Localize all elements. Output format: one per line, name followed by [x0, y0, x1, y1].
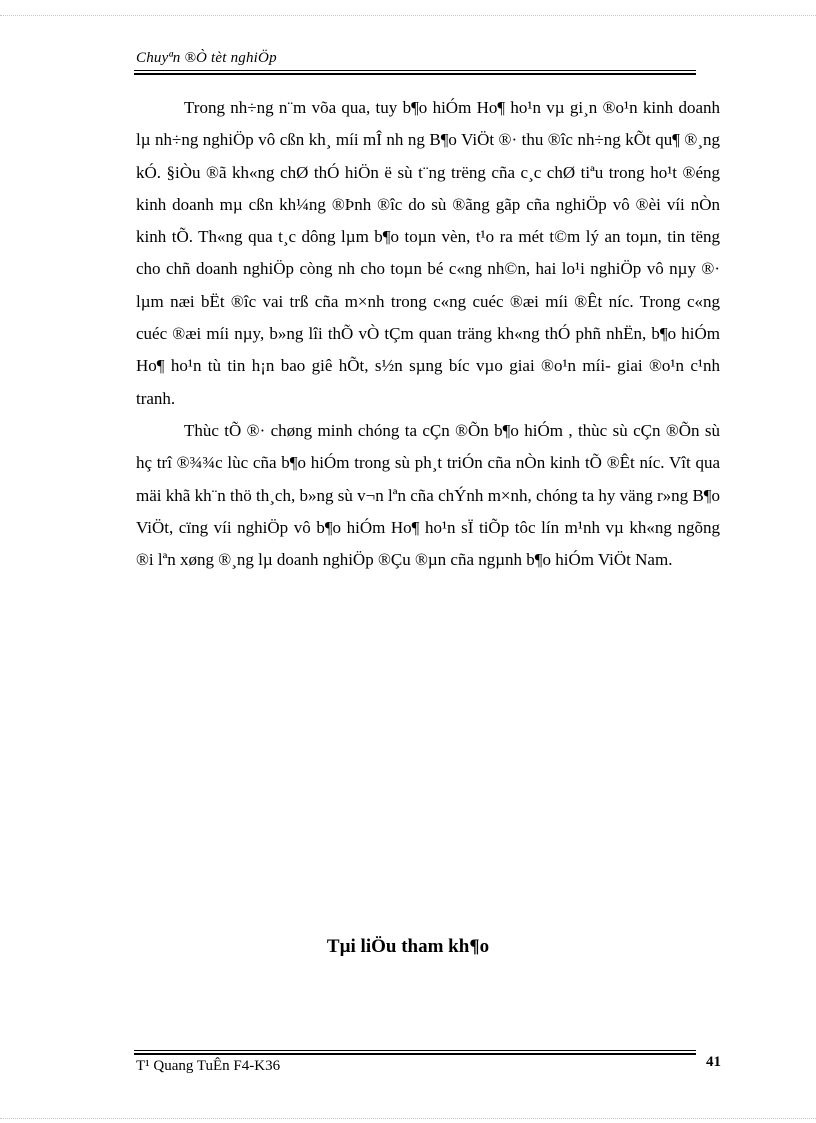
references-heading: Tµi liÖu tham kh¶o [326, 936, 490, 957]
header-rule-thick [134, 73, 696, 75]
paragraph-1: Trong nh÷ng n¨m võa qua, tuy b¶o hiÓm Ho¶ ho¹n vµ gi¸n ®o¹n kinh doanh lµ nh÷ng nghiÖp vô cßn kh¸ míi mÎ nh ng B¶o ViÖt ®· thu ®îc nh÷ng kÕt qu¶ ®¸ng kÓ. §iÒu ®ã kh«ng chØ thÓ hiÖn ë sù t¨ng trëng cña c¸c chØ tiªu trong ho¹t ®éng kinh doanh mµ cßn kh¼ng ®Þnh ®îc do sù ®ãng gãp cña nghiÖp vô ®èi víi nÒn kinh tÕ. Th«ng qua t¸c dông lµm b¶o toµn vèn, t¹o ra mét t©m lý an toµn, tin tëng cho chñ doanh nghiÖp còng nh cho toµn bé c«ng nh©n, hai lo¹i nghiÖp vô nµy ®· lµm næi bËt ®îc vai trß cña m×nh trong c«ng cuéc ®æi míi ®Êt níc. Trong c«ng cuéc ®æi míi nµy, b»ng lîi thÕ vÒ tÇm quan träng kh«ng thÓ phñ nhËn, b¶o hiÓm Ho¶ ho¹n tù tin h¡n bao giê hÕt, s½n sµng bíc vµo giai ®o¹n míi- giai ®o¹n c¹nh tranh. [136, 98, 720, 408]
page-bottom-edge [0, 1118, 816, 1119]
footer-rule-thin [134, 1050, 696, 1051]
body-text [136, 92, 720, 576]
footer-rule-thick [134, 1053, 696, 1055]
footer-author: T¹ Quang TuÊn F4-K36 [136, 1058, 281, 1074]
running-header: Chuyªn ®Ò tèt nghiÖp [136, 50, 277, 66]
paragraph-2: Thùc tÕ ®· chøng minh chóng ta cÇn ®Õn b¶o hiÓm , thùc sù cÇn ®Õn sù hç trî ®¾¾c lùc cña b¶o hiÓm trong sù ph¸t triÓn cña nÒn kinh tÕ ®Êt níc. Vît qua mäi khã kh¨n thö th¸ch, b»ng sù v¬n lªn cña chÝnh m×nh, chóng ta hy väng r»ng B¶o ViÖt, cïng víi nghiÖp vô b¶o hiÓm Ho¶ ho¹n sÏ tiÕp tôc lín m¹nh vµ kh«ng ngõng ®i lªn xøng ®¸ng lµ doanh nghiÖp ®Çu ®µn cña ngµnh b¶o hiÓm ViÖt Nam. [136, 420, 720, 570]
page-top-edge [0, 15, 816, 16]
header-rule-thin [134, 70, 696, 71]
page-number: 41 [706, 1054, 721, 1070]
